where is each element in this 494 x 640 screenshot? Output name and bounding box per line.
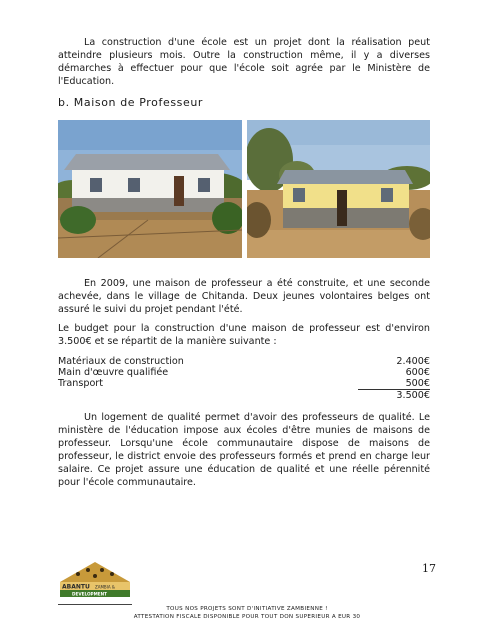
roof-right [277, 170, 413, 184]
teacher-house-photo-right [247, 120, 430, 258]
section-heading: b. Maison de Professeur [58, 96, 204, 109]
budget-item-label: Main d'œuvre qualifiée [58, 367, 169, 378]
budget-item-amount: 600€ [405, 367, 430, 378]
abantu-logo [58, 560, 132, 600]
budget-intro: Le budget pour la construction d'une maison de professeur est d'environ 3.500€ et se répartit de la manière suivante : [58, 323, 430, 347]
budget-total: 3.500€ [396, 390, 430, 401]
footer-divider [58, 604, 132, 605]
budget-item-amount: 2.400€ [396, 356, 430, 367]
budget-item-label: Transport [58, 378, 104, 389]
footer-line-1: TOUS NOS PROJETS SONT D'INITIATIVE ZAMBIENNE ! [166, 606, 328, 612]
page-number: 17 [422, 562, 436, 575]
paragraph-quality: Un logement de qualité permet d'avoir des professeurs de qualité. Le ministère de l'éducation impose aux écoles d'être munies de maisons de professeur. Lorsqu'une école communautaire dispose de maisons de professeur, le district envoie des professeurs formés et prend en charge leur salaire. Ce projet assure une éducation de qualité et une réelle pérennité pour l'école communautaire. [58, 412, 430, 488]
budget-item-amount: 500€ [405, 378, 430, 389]
budget-total-row [58, 389, 430, 402]
svg-text:ZAMBIA &: ZAMBIA & [95, 584, 115, 590]
intro-paragraph: La construction d'une école est un projet dont la réalisation peut atteindre plusieurs mois. Outre la construction même, il y a diverses démarches à effectuer pour que l'école soit agrée par le Ministère de l'Education. [58, 37, 430, 87]
svg-text:DEVELOPMENT: DEVELOPMENT [72, 591, 107, 597]
footer-line-2: ATTESTATION FISCALE DISPONIBLE POUR TOUT DON SUPERIEUR A EUR 30 [133, 614, 361, 620]
teacher-house-photo-left [58, 120, 242, 258]
svg-text:ABANTU: ABANTU [62, 583, 90, 591]
roof-left [64, 154, 230, 170]
paragraph-2009: En 2009, une maison de professeur a été construite, et une seconde achevée, dans le village de Chitanda. Deux jeunes volontaires belges ont assuré le suivi du projet pendant l'été. [58, 278, 430, 315]
budget-item-label: Matériaux de construction [58, 356, 184, 367]
